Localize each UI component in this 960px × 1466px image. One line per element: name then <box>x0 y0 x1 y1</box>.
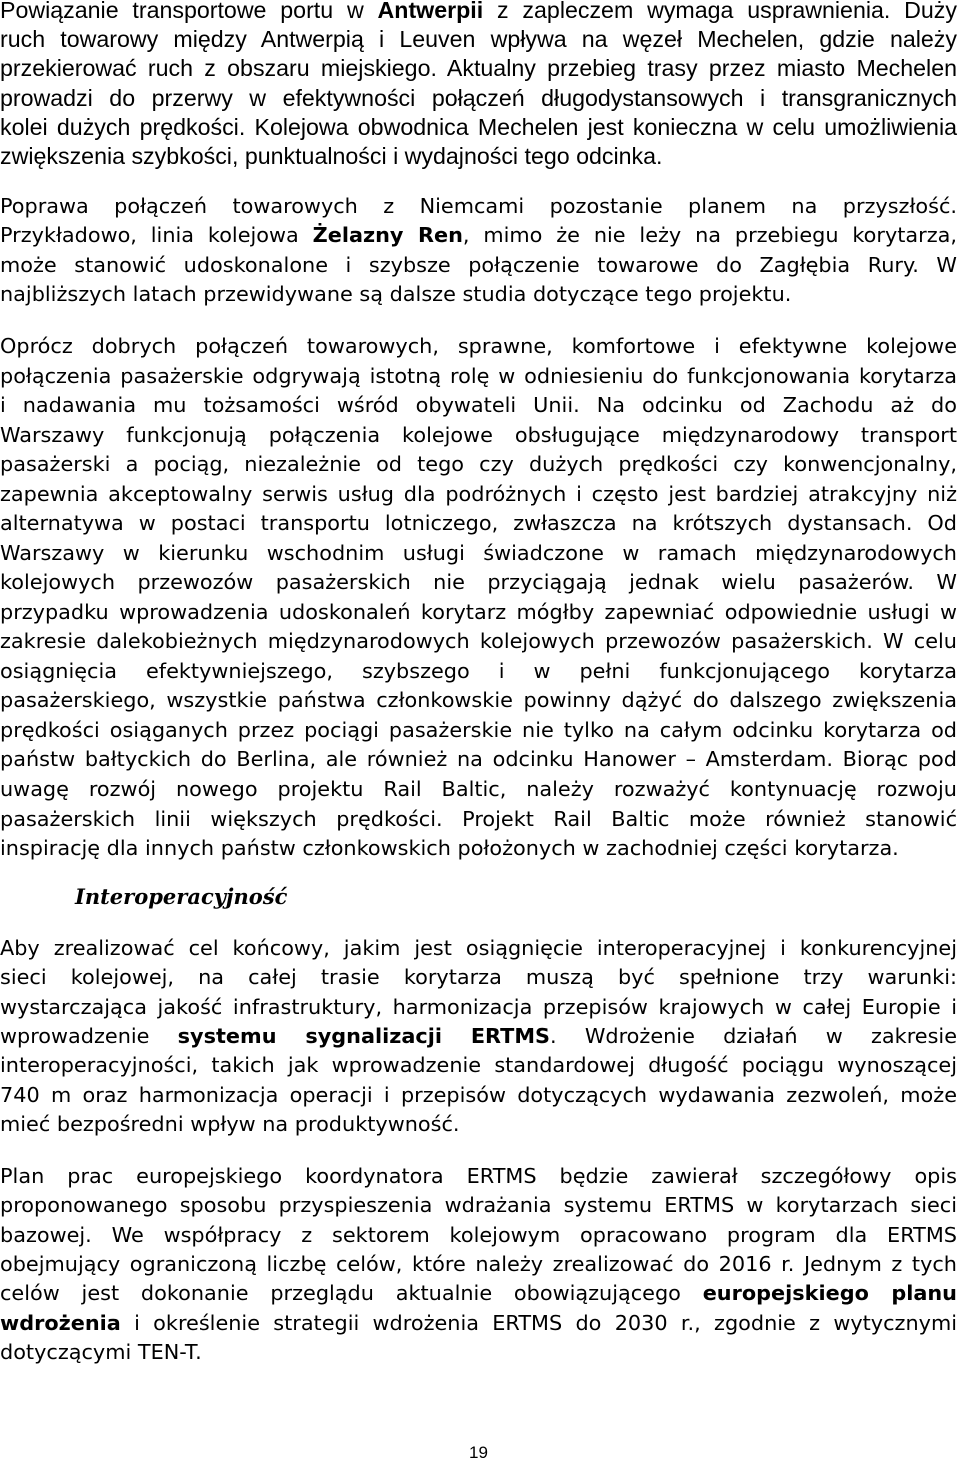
text-line <box>0 627 957 657</box>
text-line <box>0 934 957 963</box>
text-line <box>0 192 957 221</box>
text-run: bazowej. We współpracy z sektorem kolejowym opracowano program dla ERTMS <box>0 1222 957 1247</box>
text-line <box>0 834 957 864</box>
text-line <box>0 963 957 992</box>
text-line <box>0 1309 957 1338</box>
text-run: przekierować ruch z obszaru miejskiego. Aktualny przebieg trasy przez miasto Mechelen <box>0 55 957 82</box>
text-line <box>0 142 957 171</box>
text-run: , mimo że nie leży na przebiegu korytarza, <box>462 223 957 248</box>
text-run: sieci kolejowej, na całej trasie korytarza muszą być spełnione trzy warunki: <box>0 965 957 990</box>
text-line <box>0 332 957 362</box>
text-run: kolejowych przewozów pasażerskich nie przyciągają jednak wielu pasażerów. W <box>0 570 957 595</box>
bold-text: Żelazny Ren <box>312 223 463 248</box>
bold-text: europejskiego planu <box>702 1281 957 1306</box>
text-run: zakresie dalekobieżnych międzynarodowych kolejowych przewozów pasażerskich. W celu <box>0 629 957 654</box>
text-run: i określenie strategii wdrożenia ERTMS do 2030 r., zgodnie z wytycznymi <box>120 1310 957 1335</box>
paragraph-interoperability <box>0 934 957 1139</box>
text-run: najbliższych latach przewidywane są dalsze studia dotyczące tego projektu. <box>0 282 792 307</box>
text-run: może stanowić udoskonalone i szybsze połączenie towarowe do Zagłębia Rury. W <box>0 252 957 277</box>
text-run: zwiększenia szybkości, punktualności i wydajności tego odcinka. <box>0 143 663 170</box>
text-run: wprowadzenie <box>0 1024 178 1049</box>
text-run: pasażerskich linii większych prędkości. Projekt Rail Baltic może również stanowić <box>0 806 957 831</box>
text-run: 740 m oraz harmonizacja operacji i przepisów dotyczących wydawania zezwoleń, może <box>0 1082 957 1107</box>
text-run: i nadawania mu tożsamości wśród obywateli Unii. Na odcinku od Zachodu aż do <box>0 393 957 418</box>
text-run: pasażerski a pociąg, niezależnie od tego czy dużych prędkości czy konwencjonalny, <box>0 452 957 477</box>
text-run: prędkości osiąganych przez pociągi pasażerskie nie tylko na całym odcinku korytarza od <box>0 717 957 742</box>
text-run: dotyczącymi TEN-T. <box>0 1340 202 1365</box>
text-run: państw bałtyckich do Berlina, ale również na odcinku Hanower – Amsterdam. Biorąc pod <box>0 747 957 772</box>
text-run: proponowanego sposobu przyspieszenia wdrażania systemu ERTMS w korytarzach sieci <box>0 1193 957 1218</box>
text-run: . Wdrożenie działań w zakresie <box>550 1024 958 1049</box>
paragraph-freight-germany <box>0 192 957 310</box>
text-run: Poprawa połączeń towarowych z Niemcami pozostanie planem na przyszłość. <box>0 194 957 218</box>
text-line <box>0 480 957 510</box>
text-line <box>0 568 957 598</box>
text-run: przypadku wprowadzenia udoskonaleń korytarz mógłby zapewniać odpowiednie usługi w <box>0 599 957 624</box>
text-line <box>0 221 957 250</box>
text-line <box>0 113 957 142</box>
text-line <box>0 0 957 25</box>
paragraph-antwerp-hinterland <box>0 0 957 171</box>
text-line <box>0 54 957 83</box>
text-line <box>0 1191 957 1220</box>
text-line <box>0 84 957 113</box>
text-line <box>0 1110 957 1139</box>
text-run: prowadzi do przerwy w efektywności połączeń długodystansowych i transgranicznych <box>0 84 957 111</box>
text-run: inspirację dla innych państw członkowskich położonych w zachodniej części korytarza. <box>0 836 899 861</box>
text-run: celów jest dokonanie przeglądu aktualnie obowiązującego <box>0 1281 703 1306</box>
text-run: Warszawy funkcjonują połączenia kolejowe obsługujące międzynarodowy transport <box>0 422 957 447</box>
text-line <box>0 421 957 451</box>
text-line <box>0 775 957 805</box>
paragraph-passenger-connections <box>0 332 957 864</box>
text-line <box>0 1221 957 1250</box>
text-line <box>0 686 957 716</box>
text-run: Warszawy w kierunku wschodnim usługi świadczone w ramach międzynarodowych <box>0 540 957 565</box>
text-line <box>0 993 957 1022</box>
text-run: z zapleczem wymaga usprawnienia. Duży <box>483 0 957 23</box>
text-line <box>0 657 957 687</box>
text-line <box>0 1162 957 1191</box>
text-run: uwagę rozwój nowego projektu Rail Baltic, należy rozważyć kontynuację rozwoju <box>0 776 957 801</box>
text-line <box>0 745 957 775</box>
text-run: Aby zrealizować cel końcowy, jakim jest osiągnięcie interoperacyjnej i konkurencyjnej <box>0 936 957 960</box>
text-run: Oprócz dobrych połączeń towarowych, sprawne, komfortowe i efektywne kolejowe <box>0 334 957 358</box>
text-run: Powiązanie transportowe portu w <box>0 0 378 23</box>
page-number: 19 <box>469 1443 488 1462</box>
bold-text: wdrożenia <box>0 1310 121 1335</box>
text-run: Plan prac europejskiego koordynatora ERTMS będzie zawierał szczegółowy opis <box>0 1164 957 1188</box>
text-line <box>0 509 957 539</box>
text-line <box>0 1022 957 1051</box>
text-run: Przykładowo, linia kolejowa <box>0 223 313 248</box>
text-line <box>0 251 957 280</box>
text-line <box>0 391 957 421</box>
text-run: pasażerskiego, wszystkie państwa członkowskie powinny dążyć do dalszego zwiększenia <box>0 688 957 713</box>
text-run: połączenia pasażerskie odgrywają istotną rolę w odniesieniu do funkcjonowania korytarza <box>0 363 957 388</box>
text-line <box>0 716 957 746</box>
text-line <box>0 1250 957 1279</box>
text-run: wystarczająca jakość infrastruktury, harmonizacja przepisów krajowych w całej Europie i <box>0 994 957 1019</box>
text-run: osiągnięcia efektywniejszego, szybszego i w pełni funkcjonującego korytarza <box>0 658 957 683</box>
text-line <box>0 805 957 835</box>
section-heading: Interoperacyjność <box>75 884 288 909</box>
text-line <box>0 362 957 392</box>
text-run: mieć bezpośredni wpływ na produktywność. <box>0 1112 460 1137</box>
text-line <box>0 25 957 54</box>
text-line <box>0 1051 957 1080</box>
paragraph-ertms-plan <box>0 1162 957 1367</box>
bold-text: systemu sygnalizacji ERTMS <box>177 1024 550 1049</box>
text-run: ruch towarowy między Antwerpią i Leuven wpływa na węzeł Mechelen, gdzie należy <box>0 26 957 53</box>
text-line <box>0 1338 957 1367</box>
text-run: kolei dużych prędkości. Kolejowa obwodnica Mechelen jest konieczna w celu umożliwienia <box>0 113 957 140</box>
text-run: alternatywa w postaci transportu lotniczego, zwłaszcza na krótszych dystansach. Od <box>0 511 957 536</box>
text-line <box>0 598 957 628</box>
text-line <box>0 450 957 480</box>
text-run: obejmujący ograniczoną liczbę celów, które należy zrealizować do 2016 r. Jednym z tych <box>0 1252 957 1277</box>
text-line <box>0 1081 957 1110</box>
text-line <box>0 1279 957 1308</box>
text-run: interoperacyjności, takich jak wprowadzenie standardowej długość pociągu wynoszącej <box>0 1053 957 1078</box>
text-run: zapewnia akceptowalny serwis usług dla podróżnych i często jest bardziej atrakcyjny niż <box>0 481 957 506</box>
text-line <box>0 280 957 309</box>
text-line <box>0 539 957 569</box>
bold-text: Antwerpii <box>377 0 484 23</box>
